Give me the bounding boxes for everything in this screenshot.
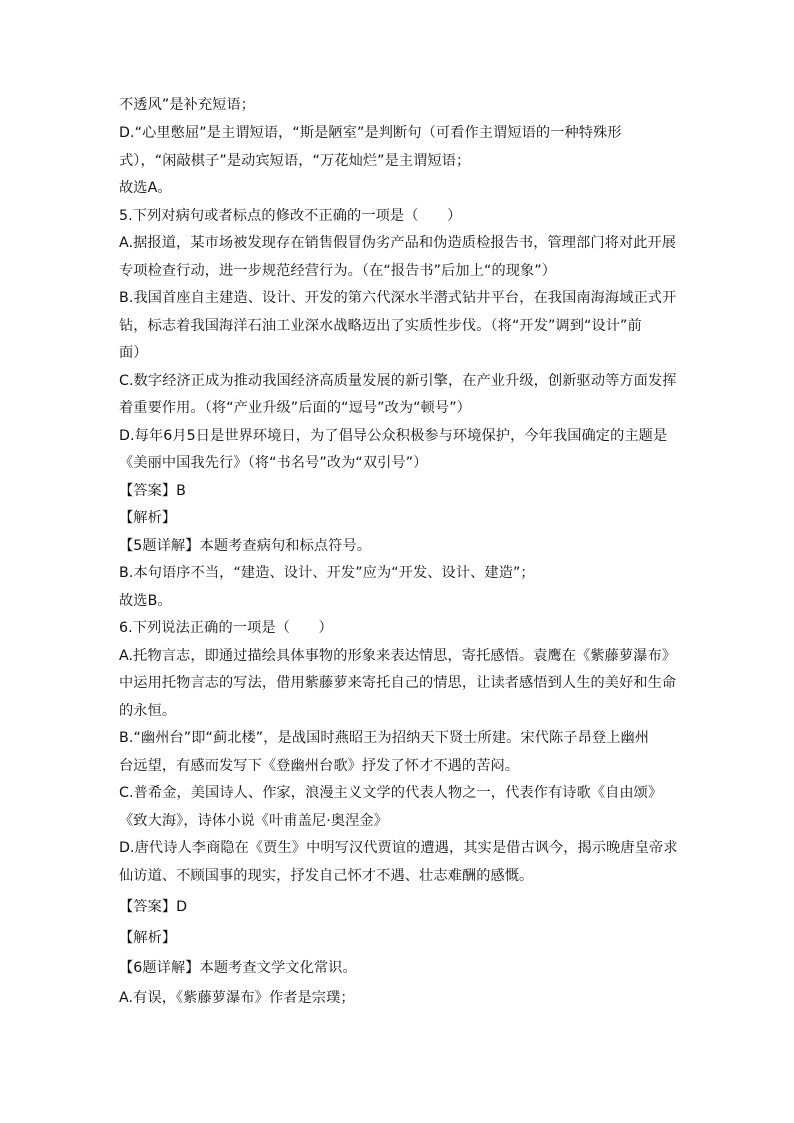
text-line: 仙访道、不顾国事的现实，抒发自己怀才不遇、壮志难酬的感慨。 [119, 868, 534, 884]
text-line: 中运用托物言志的写法，借用紫藤萝来寄托自己的情思，让读者感悟到人生的美好和生命 [119, 675, 677, 691]
text-line: 《美丽中国我先行》（将“书名号”改为“双引号”） [119, 455, 428, 471]
text-line: A.有误，《紫藤萝瀑布》作者是宗璞； [119, 990, 355, 1006]
text-line: 面） [119, 345, 148, 361]
text-line: 着重要作用。（将“产业升级”后面的“逗号”改为“顿号”） [119, 400, 471, 416]
text-line: 不透风”是补充短语； [119, 97, 256, 113]
text-line: 台远望，有感而发写下《登幽州台歌》抒发了怀才不遇的苦闷。 [119, 758, 520, 774]
option-d: D.唐代诗人李商隐在《贾生》中明写汉代贾谊的遭遇，其实是借古讽今，揭示晚唐皇帝求 [119, 840, 678, 856]
text-line: 专项检查行动，进一步规范经营行为。（在“报告书”后加上“的现象”） [119, 263, 557, 279]
analysis-label: 【解析】 [119, 510, 177, 526]
detail-heading: 【5题详解】本题考查病句和标点符号。 [119, 538, 372, 554]
detail-heading: 【6题详解】本题考查文学文化常识。 [119, 960, 357, 976]
text-line: 故选B。 [119, 593, 172, 609]
text-line: 钻，标志着我国海洋石油工业深水战略迈出了实质性步伐。（将“开发”调到“设计”前 [119, 318, 642, 334]
option-b: B.“幽州台”即“蓟北楼”，是战国时燕昭王为招纳天下贤士所建。宋代陈子昂登上幽州 [119, 730, 650, 746]
option-b: B.我国首座自主建造、设计、开发的第六代深水半潜式钻井平台，在我国南海海域正式开 [119, 290, 677, 306]
question-5-stem: 5.下列对病句或者标点的修改不正确的一项是（ ） [119, 208, 462, 224]
option-d: D.每年6月5日是世界环境日，为了倡导公众积极参与环境保护，今年我国确定的主题是 [119, 428, 668, 444]
text-line: D.“心里憋屈”是主谓短语，“斯是陋室”是判断句（可看作主谓短语的一种特殊形 [119, 125, 622, 141]
text-line: 式），“闲敲棋子”是动宾短语，“万花灿烂”是主谓短语； [119, 153, 471, 169]
text-line: B.本句语序不当，“建造、设计、开发”应为“开发、设计、建造”； [119, 565, 535, 581]
text-line: 《致大海》，诗体小说《叶甫盖尼·奥涅金》 [119, 813, 388, 829]
text-line: 的永恒。 [119, 703, 177, 719]
answer-label: 【答案】D [119, 899, 188, 915]
text-line: 故选A。 [119, 180, 172, 196]
answer-label: 【答案】B [119, 483, 186, 499]
question-6-stem: 6.下列说法正确的一项是（ ） [119, 620, 333, 636]
option-a: A.托物言志，即通过描绘具体事物的形象来表达情思，寄托感悟。袁鹰在《紫藤萝瀑布》 [119, 648, 677, 664]
analysis-label: 【解析】 [119, 930, 177, 946]
option-c: C.数字经济正成为推动我国经济高质量发展的新引擎，在产业升级，创新驱动等方面发挥 [119, 373, 677, 389]
option-c: C.普希金，美国诗人、作家，浪漫主义文学的代表人物之一，代表作有诗歌《自由颂》 [119, 785, 663, 801]
option-a: A.据报道，某市场被发现存在销售假冒伪劣产品和伪造质检报告书，管理部门将对此开展 [119, 235, 677, 251]
